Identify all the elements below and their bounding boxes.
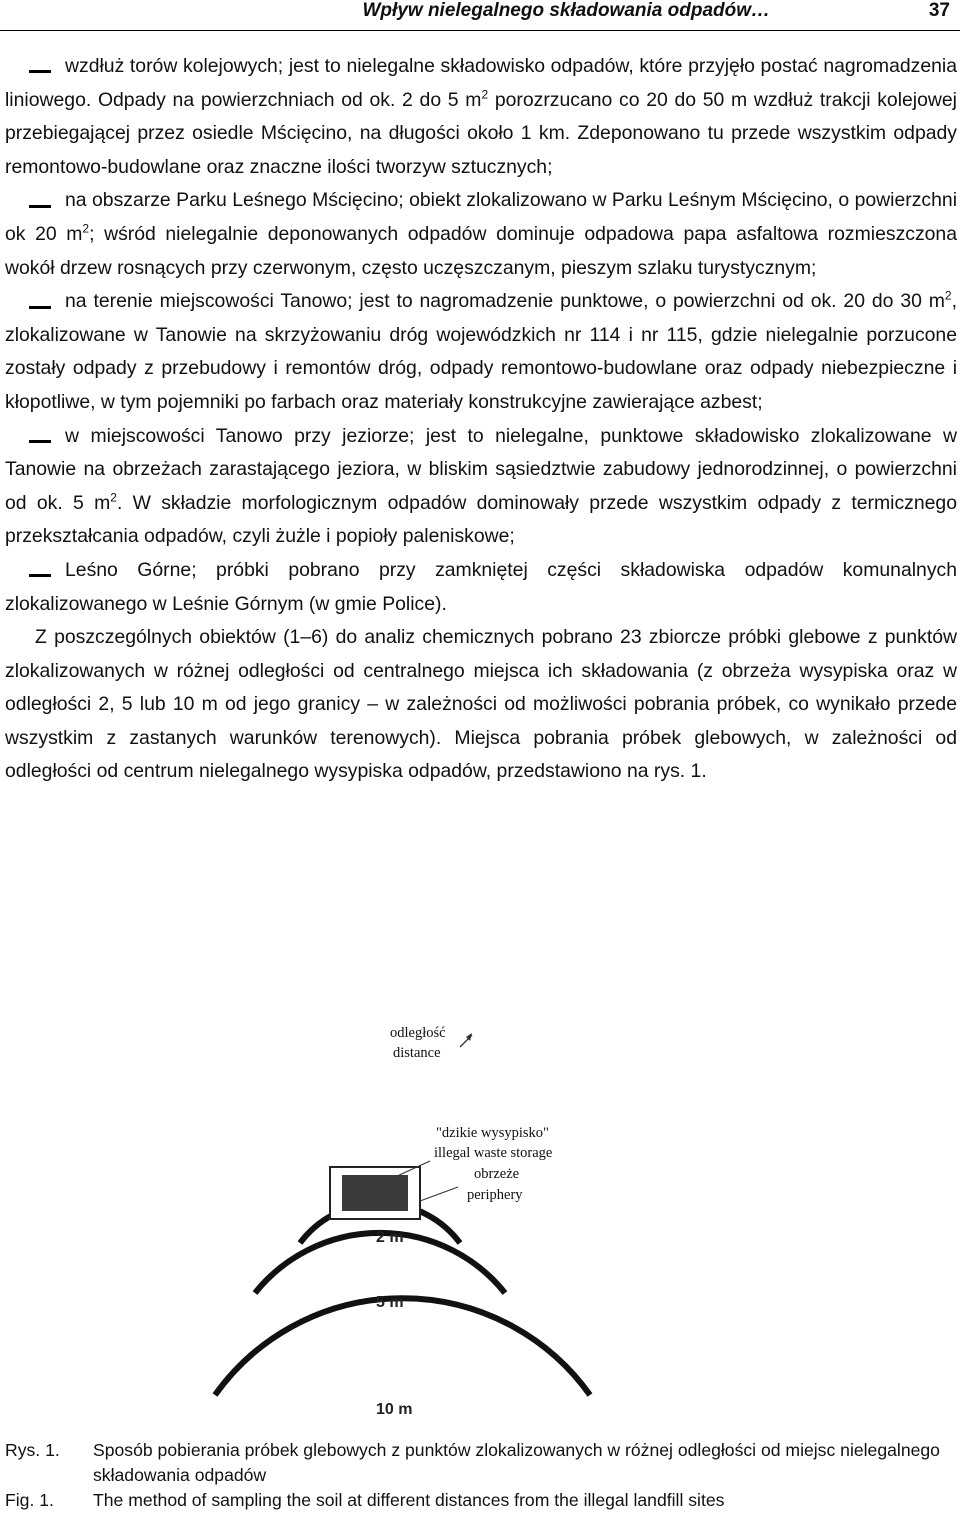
superscript: 2 — [481, 87, 489, 102]
bullet-item-5 — [5, 554, 957, 621]
caption-label-pl: Rys. 1. — [5, 1440, 60, 1460]
label-periphery-en: periphery — [467, 1187, 523, 1203]
label-distance-5m: 5 m — [376, 1294, 404, 1311]
running-header — [0, 0, 960, 31]
bullet-text-tail: . W składzie morfologicznym odpadów dominowały przede wszystkim odpady z termicznego przekształcania odpadów, czyli żużle i popioły paleniskowe; — [5, 491, 957, 548]
caption-row-en — [5, 1488, 955, 1513]
paragraph-methods: Z poszczególnych obiektów (1–6) do analiz chemicznych pobrano 23 zbiorcze próbki glebowe z punktów zlokalizowanych w różnej odległości od centralnego miejsca ich składowania (z obrzeża wysypiska oraz w odległości 2, 5 lub 10 m od jego granicy – w zależności od możliwości pobrania próbek, co wynikało przede wszystkim z zastanych warunków terenowych). Miejsca pobrania próbek glebowych, w zależności od odległości od centrum nielegalnego wysypiska odpadów, przedstawiono na rys. 1. — [5, 626, 957, 783]
bullet-dash-icon — [29, 306, 51, 309]
periphery-leader-line — [420, 1187, 458, 1201]
figure-sampling-scheme — [0, 975, 960, 1425]
label-distance-en: distance — [393, 1045, 441, 1061]
bullet-text: Leśno Górne; próbki pobrano przy zamkniętej części składowiska odpadów komunalnych zlokalizowanego w Leśnie Górnym (w gmie Police). — [5, 558, 957, 615]
bullet-text: wzdłuż torów kolejowych; jest to nielegalne składowisko odpadów, które przyjęło postać nagromadzenia liniowego. Odpady na powierzchniach od ok. 2 do 5 m — [5, 55, 957, 111]
bullet-item-2 — [5, 184, 957, 285]
page-number: 37 — [928, 0, 950, 21]
bullet-text: na obszarze Parku Leśnego Mścięcino; obiekt zlokalizowano w Parku Leśnym Mścięcino, o powierzchni ok 20 m — [5, 189, 957, 245]
bullet-text-tail: , zlokalizowane w Tanowie na skrzyżowaniu dróg wojewódzkich nr 114 i nr 115, gdzie nielegalnie porzucone zostały odpady z przebudowy i remontów dróg, odpady remontowo-budowlane oraz odpady niebezpieczne i kłopotliwe, w tym pojemniki po farbach oraz materiały konstrukcyjne zawierające azbest; — [5, 290, 957, 413]
figure-diagram — [0, 975, 960, 1425]
superscript: 2 — [82, 221, 90, 236]
bullet-text: w miejscowości Tanowo przy jeziorze; jest to nielegalne, punktowe składowisko zlokalizowane w Tanowie na obrzeżach zarastającego jeziora, w bliskim sąsiedztwie zabudowy jednorodzinnej, o powierzchni od ok. 5 m — [5, 424, 957, 514]
superscript: 2 — [110, 490, 117, 505]
bullet-text-tail: porozrzucano co 20 do 50 m wzdłuż trakcji kolejowej przebiegającej przez osiedle Mścięcino, na długości około 1 km. Zdeponowano tu przede wszystkim odpady remontowo-budowlane oraz znaczne ilości tworzyw sztucznych; — [5, 88, 957, 178]
label-distance-2m: 2 m — [376, 1229, 404, 1246]
waste-storage-block — [342, 1175, 408, 1211]
caption-row-pl — [5, 1438, 955, 1488]
superscript: 2 — [944, 288, 952, 303]
arc-10m — [215, 1298, 590, 1395]
label-storage-en: illegal waste storage — [434, 1145, 553, 1161]
label-distance-10m: 10 m — [376, 1401, 413, 1418]
label-periphery-pl: obrzeże — [474, 1166, 520, 1182]
header-title: Wpływ nielegalnego składowania odpadów… — [362, 0, 770, 21]
bullet-dash-icon — [29, 70, 51, 73]
bullet-dash-icon — [29, 205, 51, 208]
bullet-item-4 — [5, 420, 957, 554]
caption-text-pl: Sposób pobierania próbek glebowych z punktów zlokalizowanych w różnej odległości od miejsc nielegalnego składowania odpadów — [93, 1440, 940, 1485]
bullet-dash-icon — [29, 574, 51, 577]
figure-caption — [5, 1438, 955, 1513]
bullet-text-tail: ; wśród nielegalnie deponowanych odpadów dominuje odpadowa papa asfaltowa rozmieszczona wokół drzew rosnących przy czerwonym, często uczęszczanym, pieszym szlaku turystycznym; — [5, 222, 958, 279]
body-text — [5, 50, 957, 789]
bullet-item-1 — [5, 50, 957, 184]
caption-label-en: Fig. 1. — [5, 1490, 54, 1510]
bullet-item-3 — [5, 285, 957, 419]
bullet-dash-icon — [29, 440, 51, 443]
bullet-text: na terenie miejscowości Tanowo; jest to nagromadzenie punktowe, o powierzchni od ok. 20 do 30 m — [65, 290, 945, 313]
caption-text-en: The method of sampling the soil at different distances from the illegal landfill sites — [93, 1490, 725, 1510]
label-storage-pl: "dzikie wysypisko" — [436, 1125, 549, 1141]
label-distance-pl: odległość — [390, 1025, 446, 1041]
